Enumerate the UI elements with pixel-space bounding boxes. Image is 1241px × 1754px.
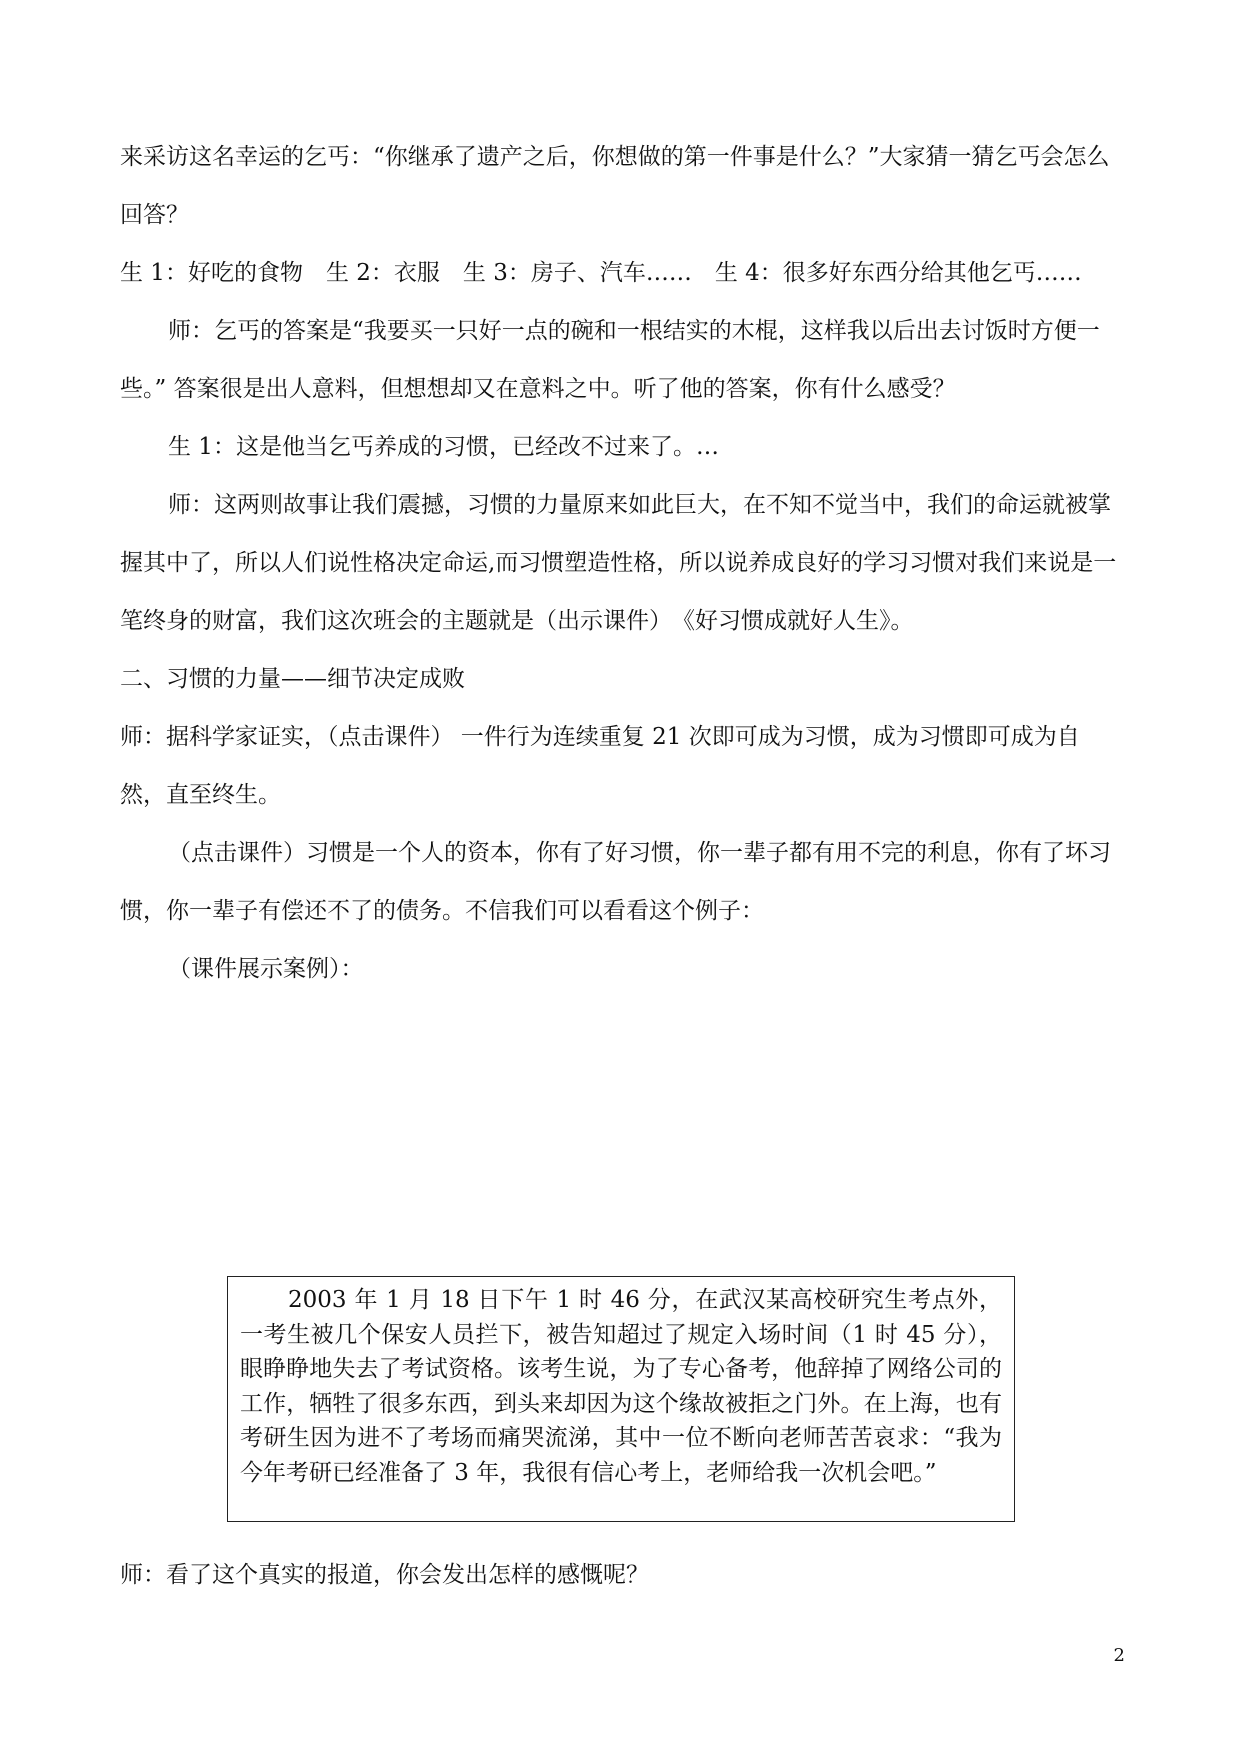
paragraph-teacher-beggar-answer: 师：乞丐的答案是“我要买一只好一点的碗和一根结实的木棍，这样我以后出去讨饭时方便一些。” 答案很是出人意料，但想想却又在意料之中。听了他的答案，你有什么感受？: [120, 318, 1100, 402]
paragraph-case-intro: （课件展示案例）：: [168, 956, 364, 982]
paragraph-student-answers: 生 1：好吃的食物 生 2：衣服 生 3：房子、汽车…… 生 4：很多好东西分给其他乞丐……: [120, 260, 1082, 286]
paragraph-habit-capital: （点击课件）习惯是一个人的资本，你有了好习惯，你一辈子都有用不完的利息，你有了坏习惯，你一辈子有偿还不了的债务。不信我们可以看看这个例子：: [120, 840, 1111, 924]
closing-question: [120, 1546, 649, 1604]
paragraph-beggar-interview: 来采访这名幸运的乞丐：“你继承了遗产之后，你想做的第一件事是什么？”大家猜一猜乞丐会怎么回答？: [120, 144, 1110, 228]
body-text: [120, 128, 1125, 998]
case-box-text: 2003 年 1 月 18 日下午 1 时 46 分，在武汉某高校研究生考点外，一考生被几个保安人员拦下，被告知超过了规定入场时间（1 时 45 分），眼睁睁地失去了考试资格。该考生说，为了专心备考，他辞掉了网络公司的工作，牺牲了很多东西，到头来却因为这个缘故被拒之门外。在上海，也有考研生因为进不了考场而痛哭流涕，其中一位不断向老师苦苦哀求：“我为今年考研已经准备了 3 年，我很有信心考上，老师给我一次机会吧。”: [240, 1287, 1002, 1486]
section-heading-habit-power: 二、习惯的力量——细节决定成败: [120, 666, 465, 692]
paragraph-teacher-theme: 师：这两则故事让我们震撼，习惯的力量原来如此巨大，在不知不觉当中，我们的命运就被掌握其中了，所以人们说性格决定命运,而习惯塑造性格，所以说养成良好的学习习惯对我们来说是一笔终身的财富，我们这次班会的主题就是（出示课件） 《好习惯成就好人生》。: [120, 492, 1117, 634]
paragraph-student-feeling: 生 1：这是他当乞丐养成的习惯，已经改不过来了。…: [168, 434, 719, 460]
paragraph-scientist-21-times: 师：据科学家证实，（点击课件） 一件行为连续重复 21 次即可成为习惯，成为习惯即可成为自然，直至终生。: [120, 724, 1080, 808]
page-number: 2: [1113, 1645, 1125, 1666]
closing-question-text: 师：看了这个真实的报道，你会发出怎样的感慨呢？: [120, 1562, 649, 1588]
case-box: [227, 1276, 1015, 1522]
